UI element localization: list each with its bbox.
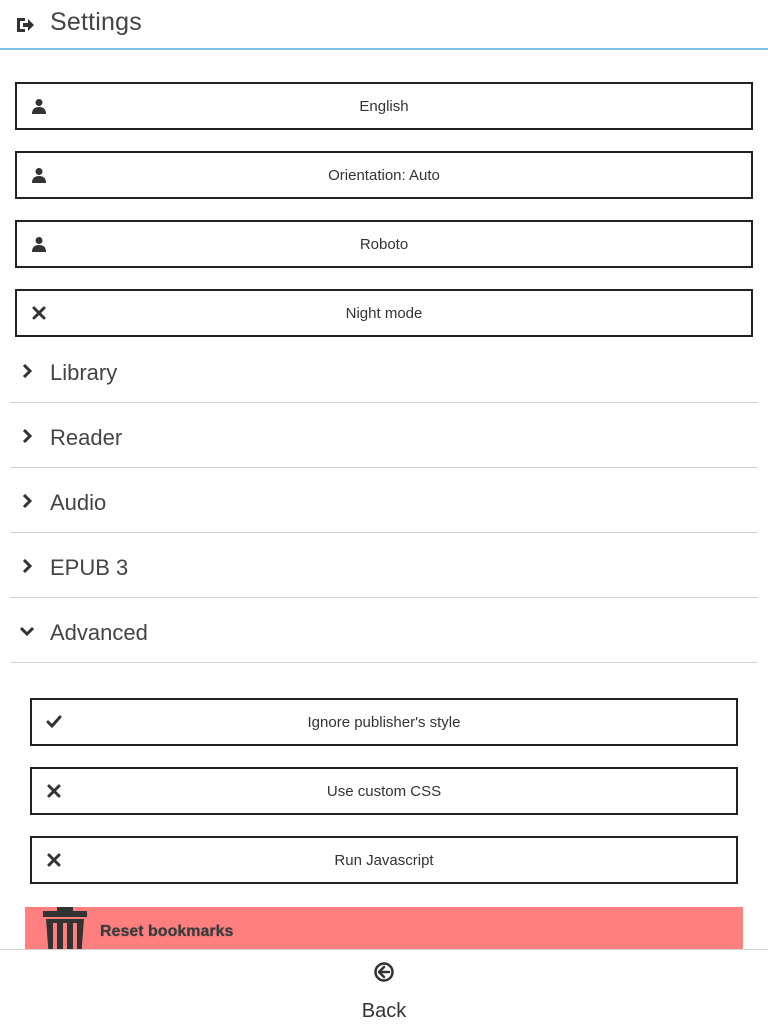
section-label: Library (50, 360, 118, 385)
language-label: English (359, 98, 409, 115)
night-mode-button[interactable] (15, 289, 753, 337)
use-custom-css-label: Use custom CSS (326, 783, 442, 800)
orientation-label: Orientation: Auto (328, 167, 440, 184)
section-advanced[interactable] (10, 607, 758, 663)
section-library[interactable] (10, 347, 758, 403)
section-audio[interactable] (10, 477, 758, 533)
section-reader[interactable] (10, 412, 758, 468)
use-custom-css-button[interactable] (30, 767, 738, 815)
chevron-right-icon (20, 559, 34, 573)
orientation-button[interactable] (15, 151, 753, 199)
trash-icon (39, 907, 91, 955)
header-bar (0, 0, 768, 50)
night-mode-label: Night mode (345, 305, 423, 322)
language-button[interactable] (15, 82, 753, 130)
ignore-publisher-style-button[interactable] (30, 698, 738, 746)
circle-arrow-left-icon (374, 962, 394, 982)
reset-bookmarks-label: Reset bookmarks (100, 923, 234, 940)
chevron-right-icon (20, 364, 34, 378)
run-javascript-label: Run Javascript (334, 852, 434, 869)
page-title: Settings (50, 8, 142, 36)
font-button[interactable] (15, 220, 753, 268)
chevron-down-icon (20, 624, 34, 638)
chevron-right-icon (20, 494, 34, 508)
section-epub3[interactable] (10, 542, 758, 598)
back-button[interactable] (334, 960, 434, 1020)
run-javascript-button[interactable] (30, 836, 738, 884)
chevron-right-icon (20, 429, 34, 443)
section-label: Audio (50, 490, 107, 515)
footer-bar (0, 949, 768, 1024)
back-label: Back (361, 1000, 407, 1022)
section-label: EPUB 3 (50, 555, 129, 580)
ignore-publisher-style-label: Ignore publisher's style (307, 714, 461, 731)
section-label: Reader (50, 425, 123, 450)
reset-bookmarks-button[interactable] (25, 907, 743, 955)
exit-icon[interactable] (14, 14, 36, 36)
section-label: Advanced (50, 620, 148, 645)
font-label: Roboto (359, 236, 409, 253)
